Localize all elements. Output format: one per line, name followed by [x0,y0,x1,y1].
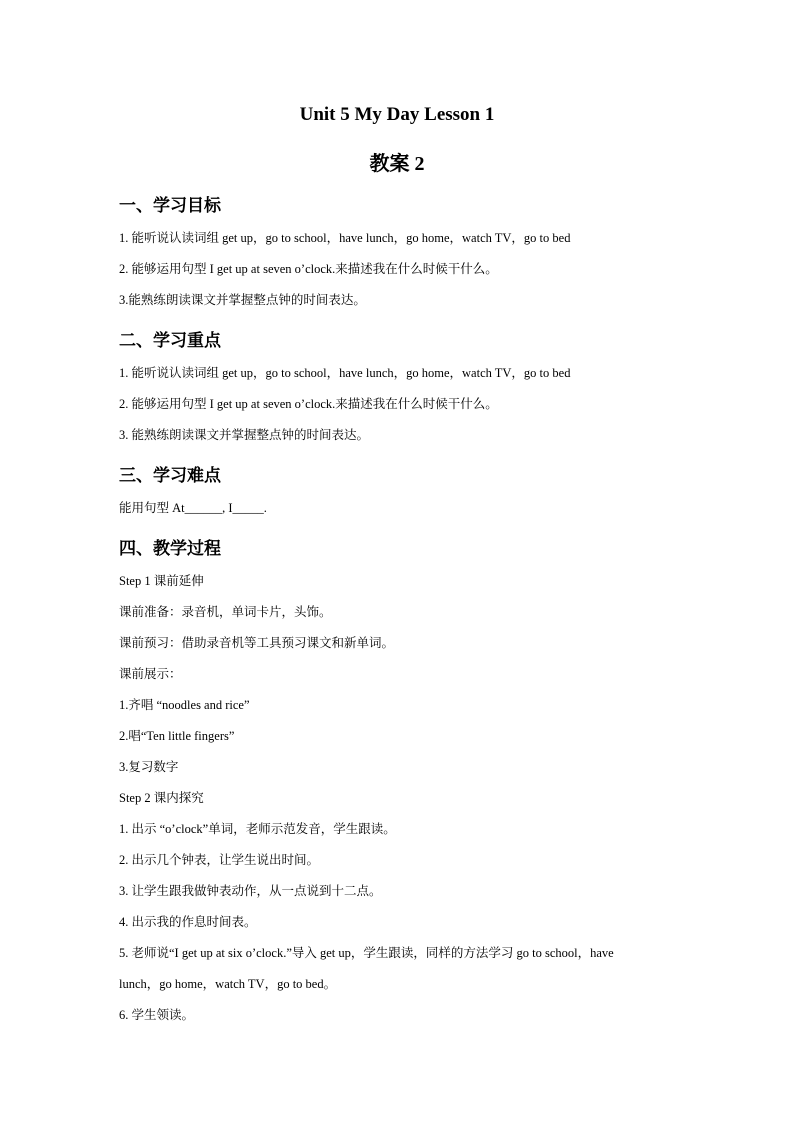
process-item-8: Step 2 课内探究 [119,791,204,805]
process-item-11: 3. 让学生跟我做钟表动作，从一点说到十二点。 [119,884,382,898]
process-item-1: Step 1 课前延伸 [119,574,204,588]
difficulty-item-1: 能用句型 At______, I_____. [119,501,267,515]
section-heading-difficulties: 三、学习难点 [119,466,221,486]
key-point-item-3: 3. 能熟练朗读课文并掌握整点钟的时间表达。 [119,428,370,442]
process-item-13: 5. 老师说“I get up at six o’clock.”导入 get up，学生跟读，同样的方法学习 go to school，have [119,946,614,960]
document-subtitle: 教案 2 [369,153,425,175]
key-point-item-2: 2. 能够运用句型 I get up at seven o’clock.来描述我在什么时候干什么。 [119,397,498,411]
section-heading-objectives: 一、学习目标 [119,196,221,216]
process-item-4: 课前展示： [119,667,182,681]
process-item-9: 1. 出示 “o’clock”单词，老师示范发音，学生跟读。 [119,822,396,836]
key-point-item-1: 1. 能听说认读词组 get up，go to school，have lunch，go home，watch TV，go to bed [119,366,571,380]
objective-item-1: 1. 能听说认读词组 get up，go to school，have lunch，go home，watch TV，go to bed [119,231,571,245]
process-item-12: 4. 出示我的作息时间表。 [119,915,257,929]
process-item-10: 2. 出示几个钟表，让学生说出时间。 [119,853,320,867]
section-heading-process: 四、教学过程 [119,539,221,559]
process-item-14: lunch，go home，watch TV，go to bed。 [119,977,337,991]
process-item-5: 1.齐唱 “noodles and rice” [119,698,250,712]
process-item-7: 3.复习数字 [119,760,179,774]
process-item-15: 6. 学生领读。 [119,1008,195,1022]
section-heading-key-points: 二、学习重点 [119,331,221,351]
process-item-2: 课前准备：录音机，单词卡片，头饰。 [119,605,332,619]
objective-item-2: 2. 能够运用句型 I get up at seven o’clock.来描述我在什么时候干什么。 [119,262,498,276]
objective-item-3: 3.能熟练朗读课文并掌握整点钟的时间表达。 [119,293,366,307]
document-title: Unit 5 My Day Lesson 1 [299,104,495,125]
process-item-3: 课前预习：借助录音机等工具预习课文和新单词。 [119,636,395,650]
process-item-6: 2.唱“Ten little fingers” [119,729,235,743]
